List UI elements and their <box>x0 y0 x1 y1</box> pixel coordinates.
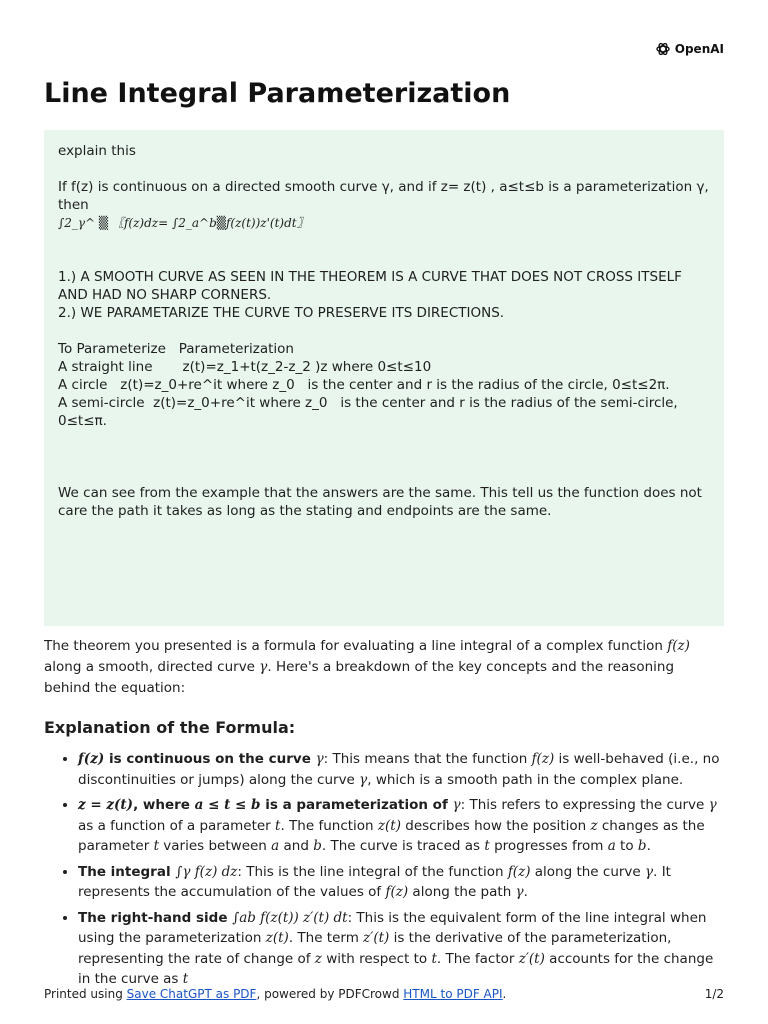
section-heading: Explanation of the Formula: <box>44 718 296 737</box>
list-item: • z = z(t), where a ≤ t ≤ b is a parameterization of γ: This refers to expressing the curve γ as a function of a parameter t. The function z(t) describes how the position z changes as the parameter t varies between a and b. The curve is traced as t progresses from a to b. <box>78 795 724 857</box>
prompt-line: explain this <box>58 143 136 159</box>
html-to-pdf-api-link[interactable]: HTML to PDF API <box>403 987 503 1001</box>
answer-intro: The theorem you presented is a formula for evaluating a line integral of a complex function f(z) along a smooth, directed curve γ. Here's a breakdown of the key concepts and the reasoning behind the equation: <box>44 638 690 696</box>
prompt-line: A circle z(t)=z_0+re^it where z_0 is the center and r is the radius of the circle, 0≤t≤2π. <box>58 377 670 393</box>
prompt-line: 1.) A SMOOTH CURVE AS SEEN IN THE THEOREM IS A CURVE THAT DOES NOT CROSS ITSELF AND HAD NO SHARP CORNERS. <box>58 269 687 303</box>
prompt-line: A semi-circle z(t)=z_0+re^it where z_0 is the center and r is the radius of the semi-circle, 0≤t≤π. <box>58 395 683 429</box>
openai-logo-icon <box>655 41 671 57</box>
list-item: • The integral ∫γ f(z) dz: This is the line integral of the function f(z) along the curve γ. It represents the accumulation of the values of f(z) along the path γ. <box>78 862 724 903</box>
explanation-list <box>44 749 724 990</box>
footer-credit: Printed using Save ChatGPT as PDF, powered by PDFCrowd HTML to PDF API. <box>44 987 507 1001</box>
page-footer <box>44 985 724 1003</box>
openai-brand <box>655 40 724 58</box>
prompt-line: We can see from the example that the answers are the same. This tell us the function does not care the path it takes as long as the stating and endpoints are the same. <box>58 485 707 519</box>
list-item: • The right-hand side ∫ab f(z(t)) z′(t) dt: This is the equivalent form of the line integral when using the parameterization z(t). The term z′(t) is the derivative of the parameterization, representing the rate of change of z with respect to t. The factor z′(t) accounts for the change in the curve as t <box>78 908 724 990</box>
prompt-line: To Parameterize Parameterization <box>58 341 294 357</box>
prompt-line: A straight line z(t)=z_1+t(z_2-z_2 )z where 0≤t≤10 <box>58 359 432 375</box>
page-title: Line Integral Parameterization <box>44 78 511 109</box>
prompt-formula: ∫2_γ^ ▒ 〖f(z)dz= ∫2_a^b▒f(z(t))z'(t)dt〗 <box>58 216 309 230</box>
brand-name: OpenAI <box>674 42 724 56</box>
user-prompt-block <box>44 130 724 626</box>
prompt-line: 2.) WE PARAMETARIZE THE CURVE TO PRESERVE ITS DIRECTIONS. <box>58 305 505 321</box>
list-item: • f(z) is continuous on the curve γ: This means that the function f(z) is well-behaved (i.e., no discontinuities or jumps) along the curve γ, which is a smooth path in the complex plane. <box>78 749 724 790</box>
assistant-answer <box>44 636 724 995</box>
save-chatgpt-pdf-link[interactable]: Save ChatGPT as PDF <box>126 987 257 1001</box>
page-number: 1/2 <box>704 987 724 1001</box>
prompt-line: If f(z) is continuous on a directed smooth curve γ, and if z= z(t) , a≤t≤b is a parameterization γ, then <box>58 179 714 213</box>
